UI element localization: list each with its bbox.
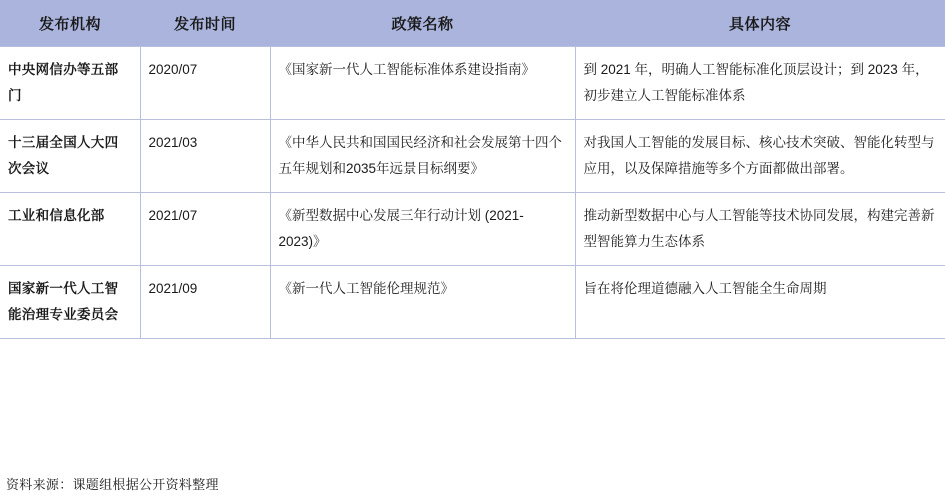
column-header-details: 具体内容 [575, 0, 945, 47]
cell-details: 对我国人工智能的发展目标、核心技术突破、智能化转型与应用，以及保障措施等多个方面都做出部署。 [575, 120, 945, 193]
cell-organization: 十三届全国人大四次会议 [0, 120, 140, 193]
table-row [0, 266, 945, 339]
table-row [0, 193, 945, 266]
cell-organization: 工业和信息化部 [0, 193, 140, 266]
cell-details: 旨在将伦理道德融入人工智能全生命周期 [575, 266, 945, 339]
table-row [0, 120, 945, 193]
cell-policy-name: 《新一代人工智能伦理规范》 [270, 266, 575, 339]
cell-details: 推动新型数据中心与人工智能等技术协同发展，构建完善新型智能算力生态体系 [575, 193, 945, 266]
table-body [0, 47, 945, 339]
cell-date: 2021/09 [140, 266, 270, 339]
table-header-row [0, 0, 945, 47]
cell-date: 2021/03 [140, 120, 270, 193]
cell-policy-name: 《新型数据中心发展三年行动计划 (2021-2023)》 [270, 193, 575, 266]
cell-details: 到 2021 年，明确人工智能标准化顶层设计；到 2023 年，初步建立人工智能标准体系 [575, 47, 945, 120]
column-header-date: 发布时间 [140, 0, 270, 47]
table-header [0, 0, 945, 47]
cell-date: 2020/07 [140, 47, 270, 120]
cell-organization: 国家新一代人工智能治理专业委员会 [0, 266, 140, 339]
cell-policy-name: 《国家新一代人工智能标准体系建设指南》 [270, 47, 575, 120]
cell-organization: 中央网信办等五部门 [0, 47, 140, 120]
column-header-organization: 发布机构 [0, 0, 140, 47]
cell-date: 2021/07 [140, 193, 270, 266]
source-note: 资料来源：课题组根据公开资料整理 [6, 477, 219, 492]
table-row [0, 47, 945, 120]
column-header-policy-name: 政策名称 [270, 0, 575, 47]
cell-policy-name: 《中华人民共和国国民经济和社会发展第十四个五年规划和2035年远景目标纲要》 [270, 120, 575, 193]
